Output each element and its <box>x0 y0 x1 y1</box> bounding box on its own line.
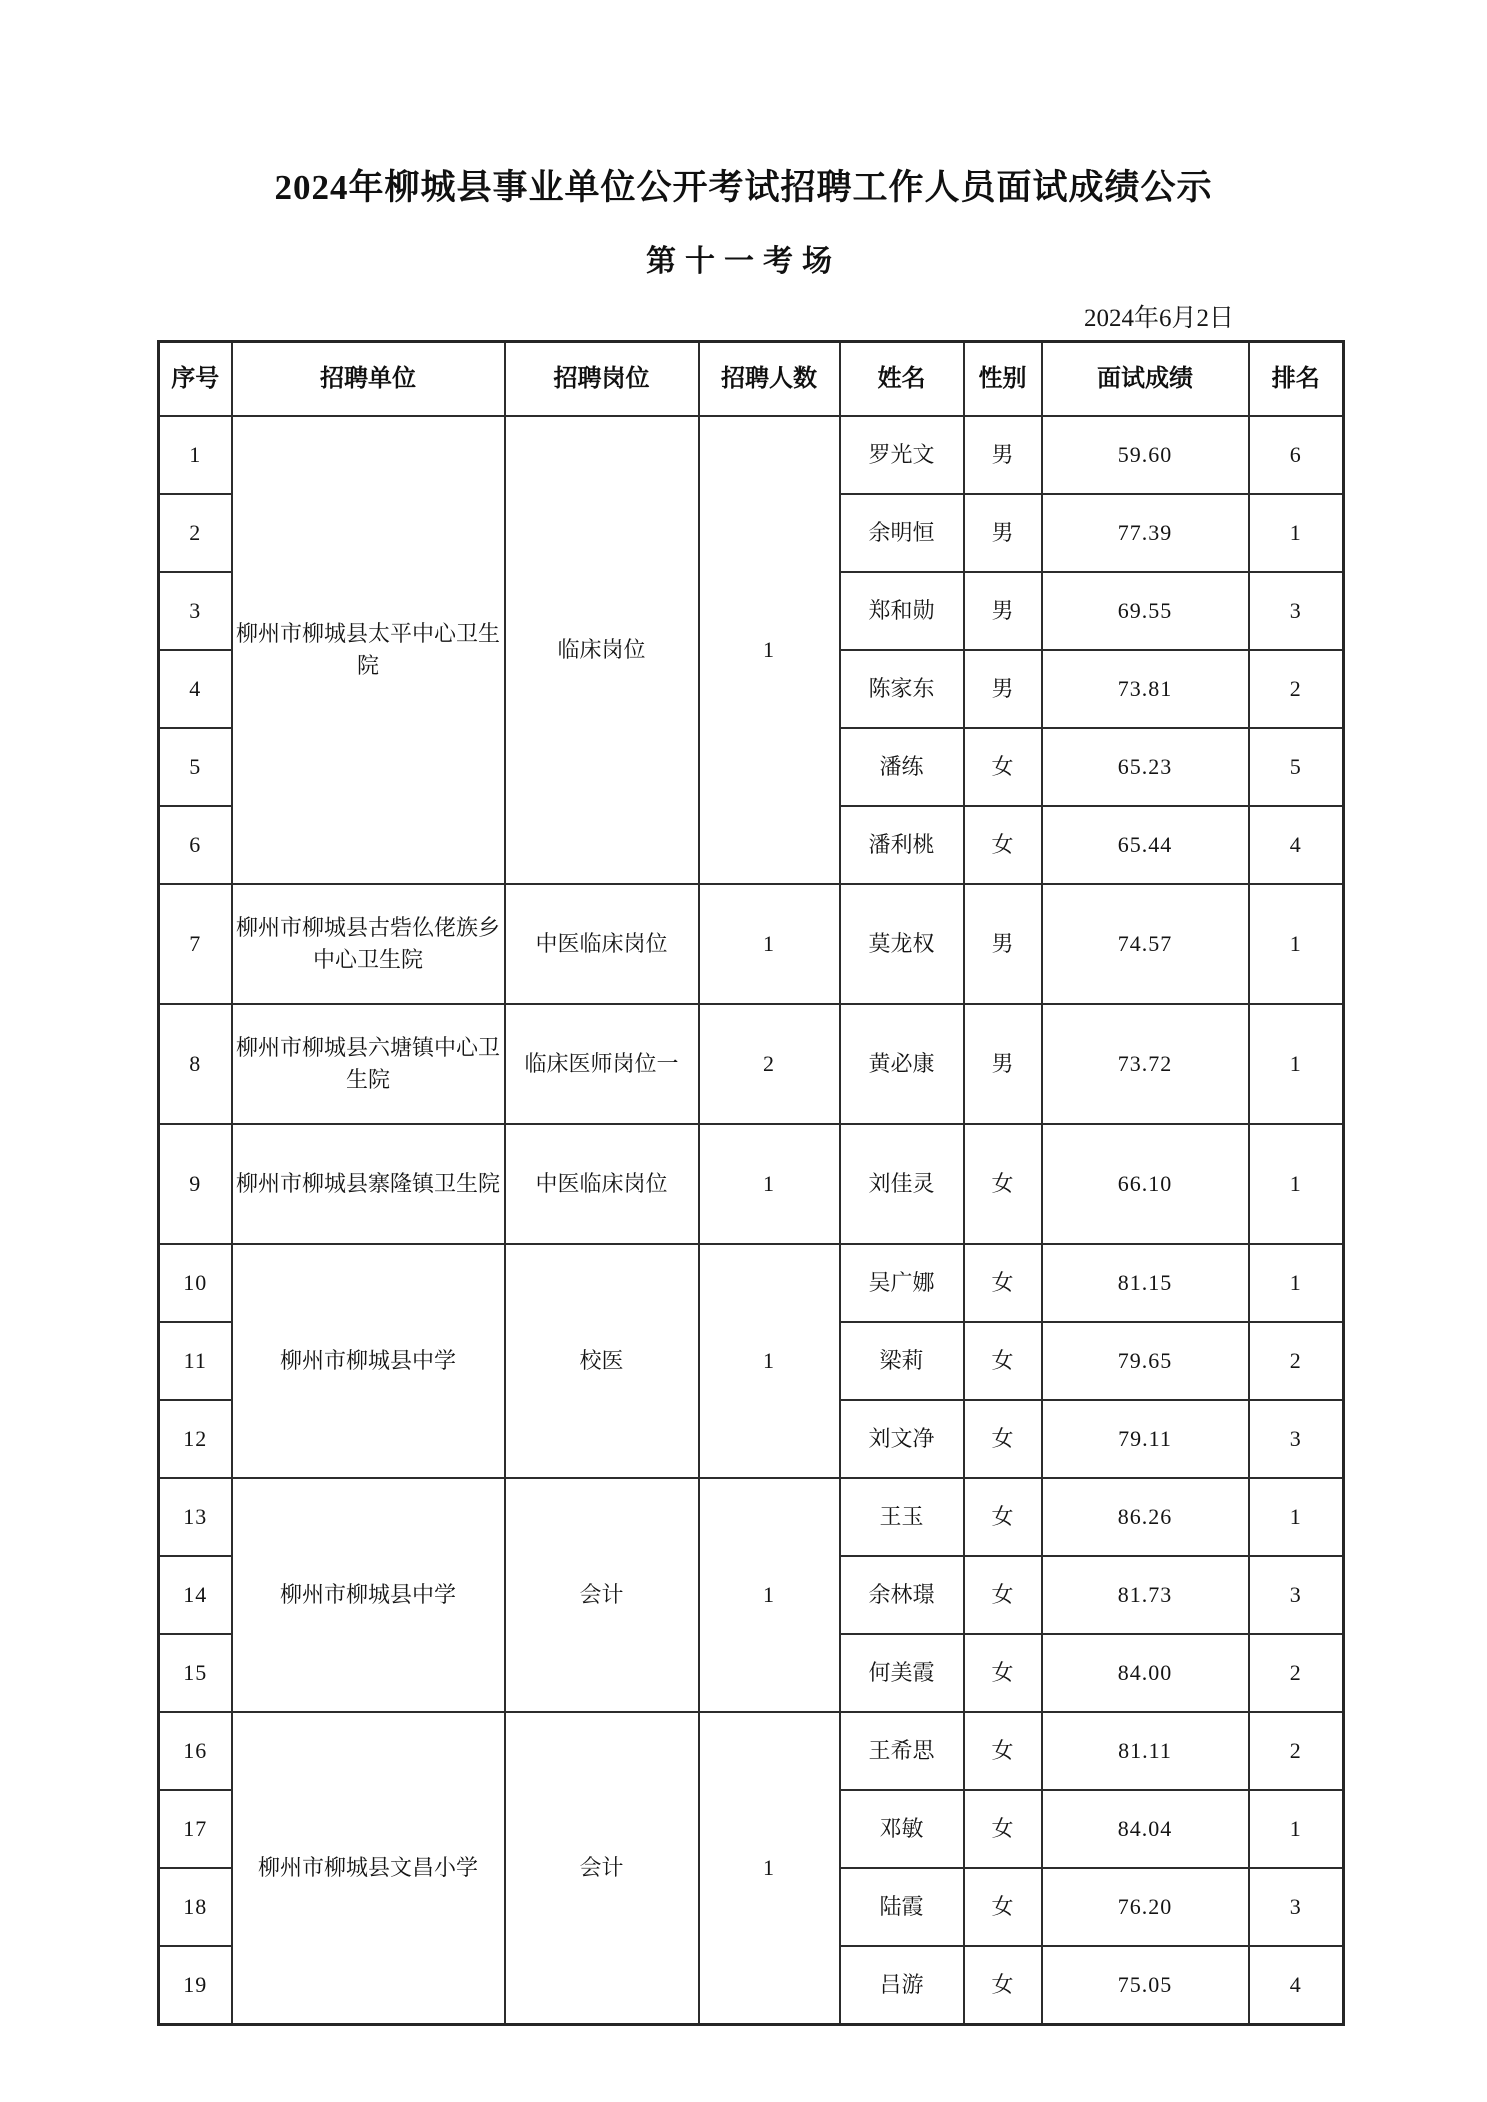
cell-serial-number: 7 <box>159 884 232 1004</box>
cell-interview-score: 65.44 <box>1042 806 1249 884</box>
cell-interview-score: 84.04 <box>1042 1790 1249 1868</box>
cell-recruit-count: 1 <box>699 884 840 1004</box>
table-header <box>159 342 1344 417</box>
cell-gender: 女 <box>964 806 1042 884</box>
cell-gender: 男 <box>964 650 1042 728</box>
cell-serial-number: 15 <box>159 1634 232 1712</box>
cell-recruit-count: 1 <box>699 1244 840 1478</box>
page-title: 2024年柳城县事业单位公开考试招聘工作人员面试成绩公示 <box>274 168 1213 207</box>
table-row <box>159 1244 1344 1322</box>
cell-position: 中医临床岗位 <box>505 1124 699 1244</box>
column-header-6: 面试成绩 <box>1042 342 1249 417</box>
cell-interview-score: 66.10 <box>1042 1124 1249 1244</box>
cell-interview-score: 74.57 <box>1042 884 1249 1004</box>
cell-serial-number: 17 <box>159 1790 232 1868</box>
table-row <box>159 884 1344 1004</box>
cell-name: 郑和勋 <box>840 572 964 650</box>
cell-rank: 1 <box>1249 1244 1344 1322</box>
cell-name: 吕游 <box>840 1946 964 2025</box>
cell-position: 中医临床岗位 <box>505 884 699 1004</box>
cell-recruiting-unit: 柳州市柳城县六塘镇中心卫生院 <box>232 1004 505 1124</box>
table-row <box>159 416 1344 494</box>
cell-serial-number: 5 <box>159 728 232 806</box>
cell-interview-score: 81.11 <box>1042 1712 1249 1790</box>
cell-gender: 男 <box>964 416 1042 494</box>
cell-interview-score: 86.26 <box>1042 1478 1249 1556</box>
cell-interview-score: 69.55 <box>1042 572 1249 650</box>
cell-rank: 1 <box>1249 884 1344 1004</box>
cell-gender: 女 <box>964 1556 1042 1634</box>
cell-gender: 女 <box>964 1244 1042 1322</box>
cell-interview-score: 73.72 <box>1042 1004 1249 1124</box>
cell-gender: 女 <box>964 1478 1042 1556</box>
date-label: 2024年6月2日 <box>1083 305 1234 332</box>
cell-name: 余明恒 <box>840 494 964 572</box>
page-subtitle: 第十一考场 <box>646 245 841 278</box>
cell-serial-number: 19 <box>159 1946 232 2025</box>
column-header-0: 序号 <box>159 342 232 417</box>
cell-recruiting-unit: 柳州市柳城县中学 <box>232 1478 505 1712</box>
cell-rank: 1 <box>1249 494 1344 572</box>
column-header-3: 招聘人数 <box>699 342 840 417</box>
cell-rank: 3 <box>1249 1868 1344 1946</box>
cell-serial-number: 4 <box>159 650 232 728</box>
cell-serial-number: 9 <box>159 1124 232 1244</box>
cell-gender: 男 <box>964 572 1042 650</box>
cell-name: 潘练 <box>840 728 964 806</box>
column-header-7: 排名 <box>1249 342 1344 417</box>
table-row <box>159 1712 1344 1790</box>
cell-serial-number: 6 <box>159 806 232 884</box>
cell-gender: 男 <box>964 494 1042 572</box>
cell-gender: 女 <box>964 1322 1042 1400</box>
cell-rank: 3 <box>1249 1556 1344 1634</box>
cell-serial-number: 13 <box>159 1478 232 1556</box>
cell-serial-number: 14 <box>159 1556 232 1634</box>
table-row <box>159 1124 1344 1244</box>
cell-interview-score: 77.39 <box>1042 494 1249 572</box>
cell-recruiting-unit: 柳州市柳城县太平中心卫生院 <box>232 416 505 884</box>
cell-name: 黄必康 <box>840 1004 964 1124</box>
cell-recruit-count: 2 <box>699 1004 840 1124</box>
cell-rank: 2 <box>1249 1322 1344 1400</box>
cell-recruiting-unit: 柳州市柳城县寨隆镇卫生院 <box>232 1124 505 1244</box>
cell-interview-score: 84.00 <box>1042 1634 1249 1712</box>
table-row <box>159 1478 1344 1556</box>
cell-gender: 女 <box>964 1712 1042 1790</box>
results-table <box>157 340 1345 2026</box>
cell-rank: 4 <box>1249 806 1344 884</box>
column-header-4: 姓名 <box>840 342 964 417</box>
cell-interview-score: 81.73 <box>1042 1556 1249 1634</box>
cell-rank: 1 <box>1249 1478 1344 1556</box>
cell-name: 余林璟 <box>840 1556 964 1634</box>
column-header-2: 招聘岗位 <box>505 342 699 417</box>
cell-rank: 6 <box>1249 416 1344 494</box>
cell-gender: 女 <box>964 1634 1042 1712</box>
cell-rank: 1 <box>1249 1004 1344 1124</box>
cell-serial-number: 2 <box>159 494 232 572</box>
cell-recruit-count: 1 <box>699 1124 840 1244</box>
cell-rank: 2 <box>1249 1712 1344 1790</box>
cell-gender: 女 <box>964 1868 1042 1946</box>
cell-serial-number: 3 <box>159 572 232 650</box>
cell-serial-number: 12 <box>159 1400 232 1478</box>
cell-name: 刘佳灵 <box>840 1124 964 1244</box>
cell-name: 罗光文 <box>840 416 964 494</box>
cell-serial-number: 10 <box>159 1244 232 1322</box>
cell-gender: 男 <box>964 884 1042 1004</box>
cell-name: 吴广娜 <box>840 1244 964 1322</box>
cell-interview-score: 79.11 <box>1042 1400 1249 1478</box>
cell-position: 临床医师岗位一 <box>505 1004 699 1124</box>
cell-recruit-count: 1 <box>699 1712 840 2025</box>
cell-rank: 3 <box>1249 572 1344 650</box>
cell-position: 校医 <box>505 1244 699 1478</box>
cell-serial-number: 16 <box>159 1712 232 1790</box>
cell-recruiting-unit: 柳州市柳城县古砦仫佬族乡中心卫生院 <box>232 884 505 1004</box>
cell-gender: 女 <box>964 1946 1042 2025</box>
cell-gender: 男 <box>964 1004 1042 1124</box>
cell-recruiting-unit: 柳州市柳城县文昌小学 <box>232 1712 505 2025</box>
cell-position: 会计 <box>505 1478 699 1712</box>
cell-recruit-count: 1 <box>699 1478 840 1712</box>
cell-rank: 4 <box>1249 1946 1344 2025</box>
cell-interview-score: 59.60 <box>1042 416 1249 494</box>
cell-serial-number: 8 <box>159 1004 232 1124</box>
cell-interview-score: 79.65 <box>1042 1322 1249 1400</box>
cell-name: 陆霞 <box>840 1868 964 1946</box>
cell-name: 刘文净 <box>840 1400 964 1478</box>
cell-gender: 女 <box>964 1400 1042 1478</box>
cell-rank: 2 <box>1249 1634 1344 1712</box>
cell-serial-number: 11 <box>159 1322 232 1400</box>
cell-interview-score: 75.05 <box>1042 1946 1249 2025</box>
cell-serial-number: 18 <box>159 1868 232 1946</box>
cell-name: 邓敏 <box>840 1790 964 1868</box>
table-header-row <box>159 342 1344 417</box>
cell-name: 陈家东 <box>840 650 964 728</box>
column-header-1: 招聘单位 <box>232 342 505 417</box>
cell-recruiting-unit: 柳州市柳城县中学 <box>232 1244 505 1478</box>
cell-interview-score: 73.81 <box>1042 650 1249 728</box>
cell-rank: 1 <box>1249 1790 1344 1868</box>
cell-name: 潘利桃 <box>840 806 964 884</box>
cell-gender: 女 <box>964 1124 1042 1244</box>
table-body <box>159 416 1344 2025</box>
cell-interview-score: 76.20 <box>1042 1868 1249 1946</box>
cell-serial-number: 1 <box>159 416 232 494</box>
table-row <box>159 1004 1344 1124</box>
cell-position: 会计 <box>505 1712 699 2025</box>
cell-rank: 5 <box>1249 728 1344 806</box>
cell-name: 莫龙权 <box>840 884 964 1004</box>
cell-recruit-count: 1 <box>699 416 840 884</box>
cell-gender: 女 <box>964 1790 1042 1868</box>
cell-position: 临床岗位 <box>505 416 699 884</box>
cell-gender: 女 <box>964 728 1042 806</box>
cell-name: 王希思 <box>840 1712 964 1790</box>
cell-rank: 3 <box>1249 1400 1344 1478</box>
cell-rank: 2 <box>1249 650 1344 728</box>
cell-name: 梁莉 <box>840 1322 964 1400</box>
cell-interview-score: 81.15 <box>1042 1244 1249 1322</box>
cell-name: 何美霞 <box>840 1634 964 1712</box>
cell-interview-score: 65.23 <box>1042 728 1249 806</box>
cell-rank: 1 <box>1249 1124 1344 1244</box>
cell-name: 王玉 <box>840 1478 964 1556</box>
column-header-5: 性别 <box>964 342 1042 417</box>
